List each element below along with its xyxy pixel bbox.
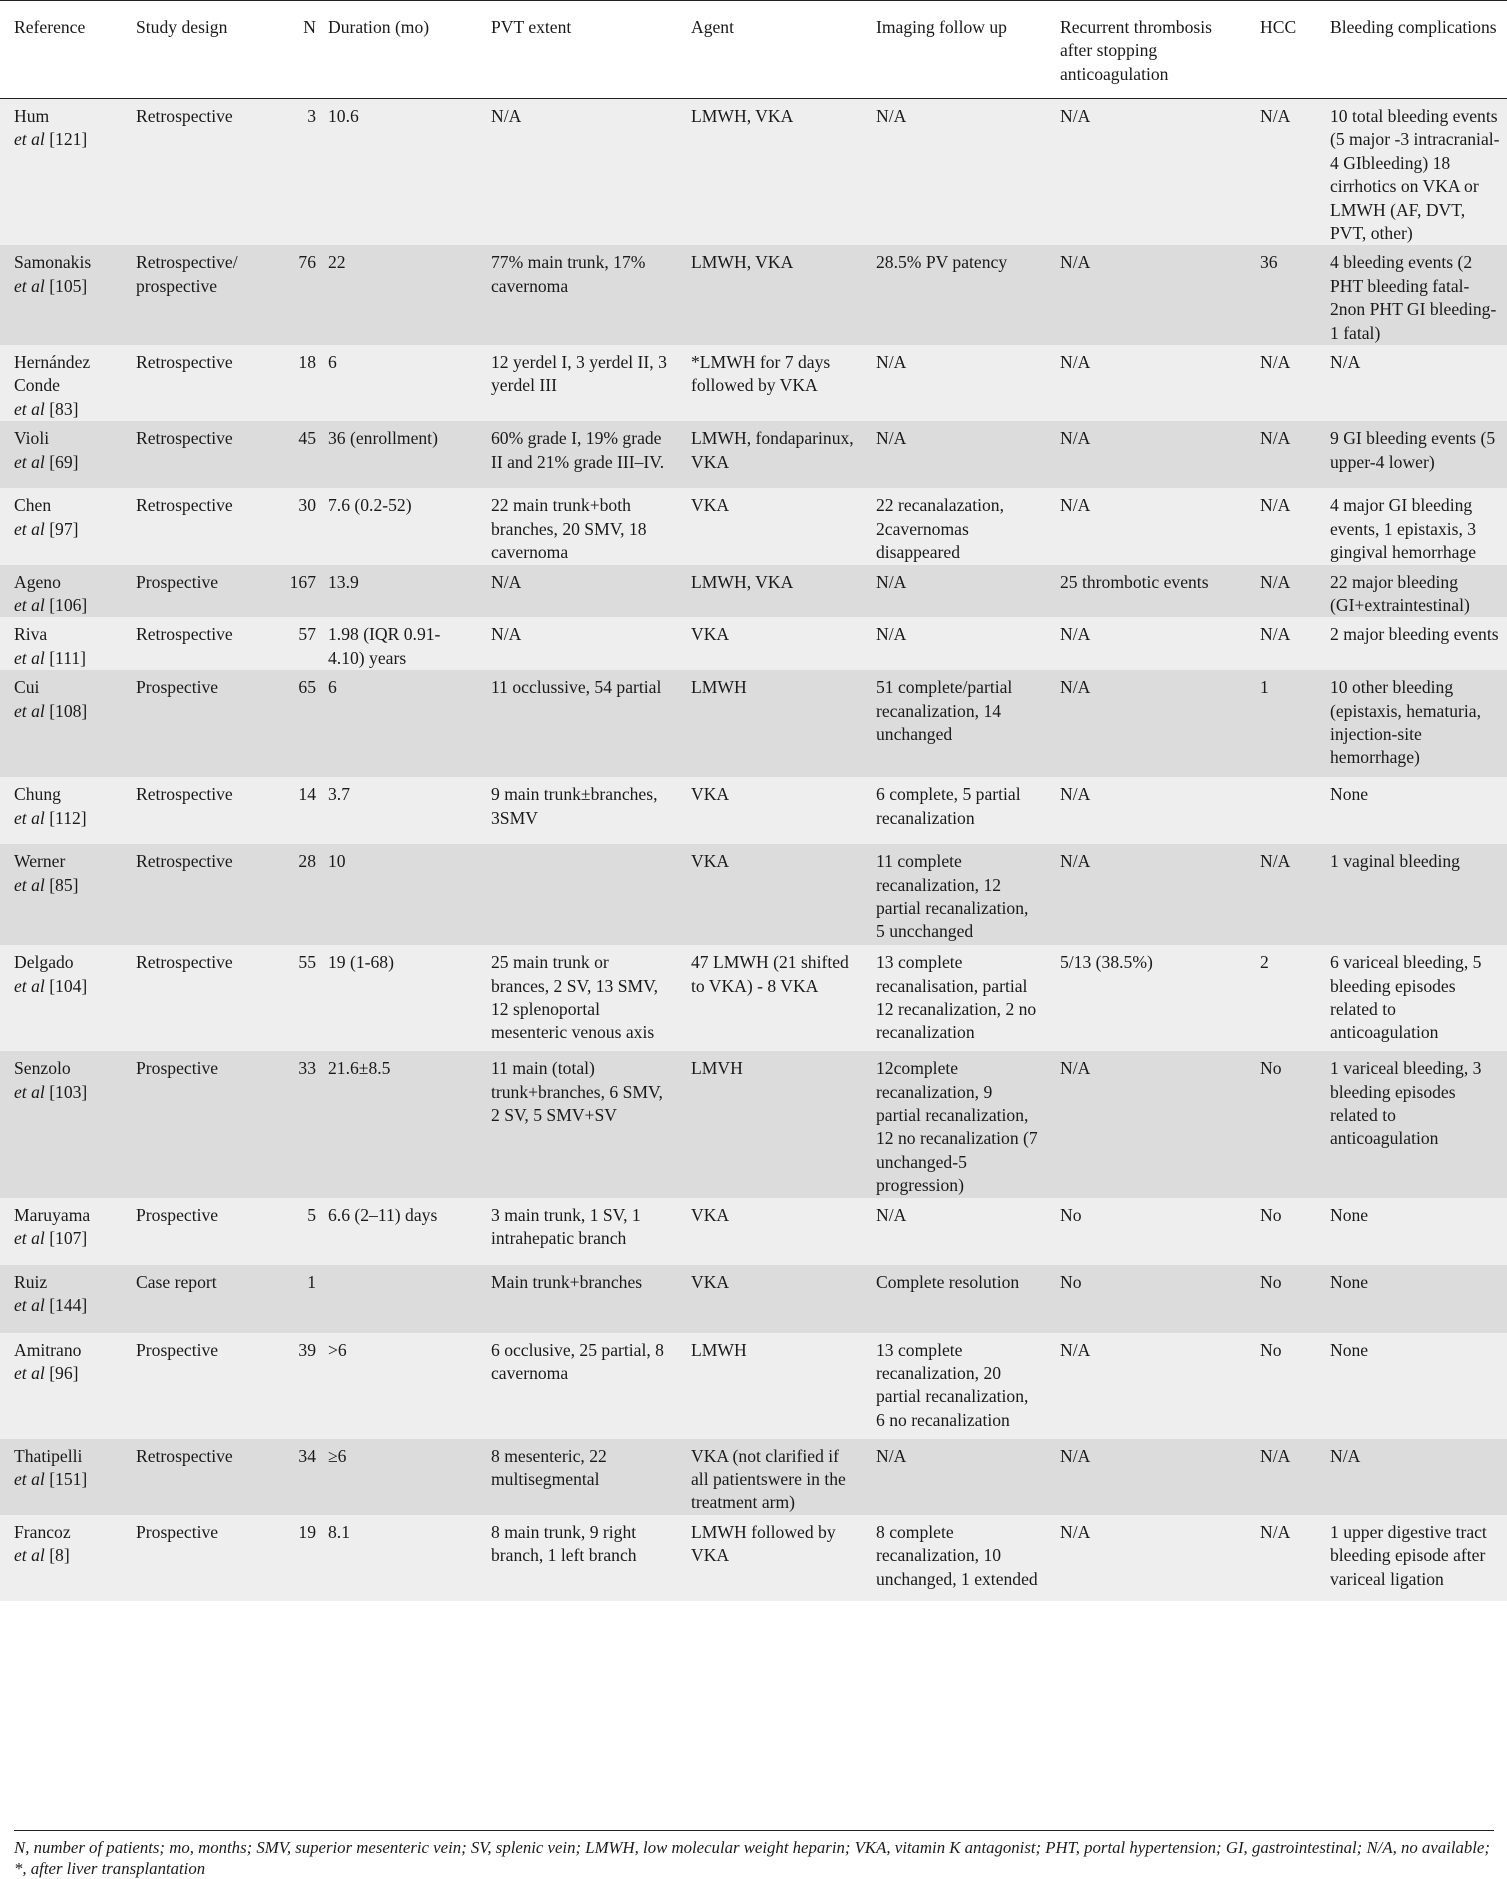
cell-pvt-extent: N/A xyxy=(477,617,677,670)
cell-recurrent: N/A xyxy=(1046,670,1246,777)
cell-duration: 7.6 (0.2-52) xyxy=(324,488,477,564)
cell-study-design: Retrospective/ prospective xyxy=(122,245,284,345)
cell-agent: LMWH, fondaparinux, VKA xyxy=(677,421,862,488)
table-row xyxy=(0,99,1507,246)
reference-etal: et al xyxy=(14,807,45,828)
cell-recurrent: N/A xyxy=(1046,1515,1246,1601)
cell-duration: 22 xyxy=(324,245,477,345)
cell-n: 65 xyxy=(284,670,324,777)
cell-agent: 47 LMWH (21 shifted to VKA) - 8 VKA xyxy=(677,945,862,1051)
cell-pvt-extent: 77% main trunk, 17% cavernoma xyxy=(477,245,677,345)
table-row xyxy=(0,844,1507,945)
reference-author: Chen xyxy=(14,495,52,516)
cell-imaging: 6 complete, 5 partial recanalization xyxy=(862,777,1046,844)
cell-bleeding: 1 vaginal bleeding xyxy=(1316,844,1507,945)
cell-reference xyxy=(0,1051,122,1197)
reference-etal: et al xyxy=(14,275,45,296)
cell-n: 55 xyxy=(284,945,324,1051)
cell-agent: LMWH xyxy=(677,670,862,777)
cell-imaging: 11 complete recanalization, 12 partial recanalization, 5 uncchanged xyxy=(862,844,1046,945)
cell-recurrent: N/A xyxy=(1046,1439,1246,1515)
cell-bleeding: None xyxy=(1316,777,1507,844)
cell-pvt-extent: 11 occlussive, 54 partial xyxy=(477,670,677,777)
cell-n: 30 xyxy=(284,488,324,564)
reference-etal: et al xyxy=(14,975,45,996)
cell-n: 34 xyxy=(284,1439,324,1515)
cell-imaging: N/A xyxy=(862,565,1046,618)
cell-hcc: 1 xyxy=(1246,670,1316,777)
cell-imaging: N/A xyxy=(862,617,1046,670)
reference-author: Amitrano xyxy=(14,1339,82,1360)
cell-study-design: Retrospective xyxy=(122,844,284,945)
cell-bleeding: 22 major bleeding (GI+extraintestinal) xyxy=(1316,565,1507,618)
reference-etal: et al xyxy=(14,1362,45,1383)
cell-duration: 8.1 xyxy=(324,1515,477,1601)
cell-reference xyxy=(0,617,122,670)
reference-etal: et al xyxy=(14,1081,45,1102)
cell-bleeding: N/A xyxy=(1316,345,1507,421)
table-row xyxy=(0,565,1507,618)
cell-reference xyxy=(0,945,122,1051)
cell-hcc: 2 xyxy=(1246,945,1316,1051)
cell-hcc: N/A xyxy=(1246,844,1316,945)
header-agent: Agent xyxy=(677,1,862,99)
cell-n: 33 xyxy=(284,1051,324,1197)
cell-bleeding: None xyxy=(1316,1198,1507,1265)
table-row xyxy=(0,1333,1507,1439)
cell-pvt-extent: 6 occlusive, 25 partial, 8 cavernoma xyxy=(477,1333,677,1439)
cell-duration: 21.6±8.5 xyxy=(324,1051,477,1197)
reference-author: Ageno xyxy=(14,571,61,592)
cell-pvt-extent: 12 yerdel I, 3 yerdel II, 3 yerdel III xyxy=(477,345,677,421)
cell-recurrent: N/A xyxy=(1046,844,1246,945)
cell-recurrent: N/A xyxy=(1046,99,1246,246)
cell-recurrent: N/A xyxy=(1046,345,1246,421)
cell-agent: VKA xyxy=(677,1198,862,1265)
cell-duration: 36 (enrollment) xyxy=(324,421,477,488)
cell-recurrent: 5/13 (38.5%) xyxy=(1046,945,1246,1051)
cell-imaging: 8 complete recanalization, 10 unchanged, 1 extended xyxy=(862,1515,1046,1601)
reference-number: [106] xyxy=(49,594,88,615)
cell-bleeding: 4 bleeding events (2 PHT bleeding fatal- 2non PHT GI bleeding- 1 fatal) xyxy=(1316,245,1507,345)
cell-n: 76 xyxy=(284,245,324,345)
cell-pvt-extent xyxy=(477,844,677,945)
cell-study-design: Retrospective xyxy=(122,488,284,564)
reference-author: Violi xyxy=(14,428,50,449)
cell-n: 57 xyxy=(284,617,324,670)
cell-agent: VKA xyxy=(677,844,862,945)
reference-author: Riva xyxy=(14,624,48,645)
cell-bleeding: None xyxy=(1316,1333,1507,1439)
table-row xyxy=(0,945,1507,1051)
cell-reference xyxy=(0,777,122,844)
cell-reference xyxy=(0,844,122,945)
cell-pvt-extent: 3 main trunk, 1 SV, 1 intrahepatic branch xyxy=(477,1198,677,1265)
cell-recurrent: No xyxy=(1046,1198,1246,1265)
cell-hcc: N/A xyxy=(1246,488,1316,564)
cell-bleeding: N/A xyxy=(1316,1439,1507,1515)
reference-etal: et al xyxy=(14,874,45,895)
header-duration: Duration (mo) xyxy=(324,1,477,99)
cell-agent: VKA (not clarified if all patientswere in the treatment arm) xyxy=(677,1439,862,1515)
cell-duration: 6.6 (2–11) days xyxy=(324,1198,477,1265)
cell-study-design: Prospective xyxy=(122,1515,284,1601)
cell-duration xyxy=(324,1265,477,1333)
cell-recurrent: N/A xyxy=(1046,421,1246,488)
cell-agent: LMWH followed by VKA xyxy=(677,1515,862,1601)
cell-agent: LMWH, VKA xyxy=(677,245,862,345)
cell-duration: 6 xyxy=(324,345,477,421)
reference-author: Thatipelli xyxy=(14,1445,83,1466)
header-reference: Reference xyxy=(0,1,122,99)
cell-study-design: Prospective xyxy=(122,1198,284,1265)
cell-reference xyxy=(0,1333,122,1439)
cell-hcc: No xyxy=(1246,1265,1316,1333)
cell-imaging: 13 complete recanalization, 20 partial recanalization, 6 no recanalization xyxy=(862,1333,1046,1439)
cell-hcc: N/A xyxy=(1246,99,1316,246)
cell-n: 18 xyxy=(284,345,324,421)
cell-duration: 10 xyxy=(324,844,477,945)
cell-hcc: N/A xyxy=(1246,617,1316,670)
cell-n: 1 xyxy=(284,1265,324,1333)
reference-etal: et al xyxy=(14,647,45,668)
reference-number: [112] xyxy=(49,807,87,828)
reference-number: [69] xyxy=(49,451,79,472)
table-row xyxy=(0,488,1507,564)
cell-pvt-extent: 8 main trunk, 9 right branch, 1 left branch xyxy=(477,1515,677,1601)
reference-author: Cui xyxy=(14,677,40,698)
table-row xyxy=(0,345,1507,421)
cell-n: 28 xyxy=(284,844,324,945)
cell-study-design: Prospective xyxy=(122,670,284,777)
table-row xyxy=(0,421,1507,488)
cell-recurrent: N/A xyxy=(1046,777,1246,844)
table-row xyxy=(0,1198,1507,1265)
reference-etal: et al xyxy=(14,700,45,721)
cell-duration: 3.7 xyxy=(324,777,477,844)
reference-author: Ruiz xyxy=(14,1271,48,1292)
cell-bleeding: None xyxy=(1316,1265,1507,1333)
table-row xyxy=(0,1515,1507,1601)
cell-n: 167 xyxy=(284,565,324,618)
cell-pvt-extent: N/A xyxy=(477,99,677,246)
header-hcc: HCC xyxy=(1246,1,1316,99)
cell-hcc: No xyxy=(1246,1051,1316,1197)
cell-imaging: 22 recanalazation, 2cavernomas disappeared xyxy=(862,488,1046,564)
cell-study-design: Retrospective xyxy=(122,1439,284,1515)
cell-hcc xyxy=(1246,777,1316,844)
cell-n: 14 xyxy=(284,777,324,844)
cell-recurrent: No xyxy=(1046,1265,1246,1333)
header-study-design: Study design xyxy=(122,1,284,99)
cell-imaging: N/A xyxy=(862,421,1046,488)
cell-pvt-extent: 25 main trunk or brances, 2 SV, 13 SMV, 12 splenoportal mesenteric venous axis xyxy=(477,945,677,1051)
cell-imaging: Complete resolution xyxy=(862,1265,1046,1333)
cell-bleeding: 2 major bleeding events xyxy=(1316,617,1507,670)
cell-study-design: Case report xyxy=(122,1265,284,1333)
cell-reference xyxy=(0,1265,122,1333)
table-row xyxy=(0,1051,1507,1197)
cell-study-design: Retrospective xyxy=(122,99,284,246)
cell-reference xyxy=(0,99,122,246)
cell-study-design: Retrospective xyxy=(122,421,284,488)
cell-bleeding: 4 major GI bleeding events, 1 epistaxis, 3 gingival hemorrhage xyxy=(1316,488,1507,564)
cell-duration: 6 xyxy=(324,670,477,777)
reference-etal: et al xyxy=(14,1294,45,1315)
table-row xyxy=(0,617,1507,670)
cell-reference xyxy=(0,345,122,421)
reference-etal: et al xyxy=(14,1227,45,1248)
cell-duration: >6 xyxy=(324,1333,477,1439)
cell-bleeding: 9 GI bleeding events (5 upper-4 lower) xyxy=(1316,421,1507,488)
cell-bleeding: 10 other bleeding (epistaxis, hematuria, injection-site hemorrhage) xyxy=(1316,670,1507,777)
cell-imaging: 13 complete recanalisation, partial 12 recanalization, 2 no recanalization xyxy=(862,945,1046,1051)
reference-author: Werner xyxy=(14,851,66,872)
cell-hcc: N/A xyxy=(1246,565,1316,618)
cell-pvt-extent: 8 mesenteric, 22 multisegmental xyxy=(477,1439,677,1515)
reference-author: Hum xyxy=(14,106,50,126)
cell-pvt-extent: 11 main (total) trunk+branches, 6 SMV, 2 SV, 5 SMV+SV xyxy=(477,1051,677,1197)
reference-number: [104] xyxy=(49,975,88,996)
cell-hcc: No xyxy=(1246,1333,1316,1439)
reference-etal: et al xyxy=(14,1468,45,1489)
cell-duration: 10.6 xyxy=(324,99,477,246)
table-row xyxy=(0,670,1507,777)
cell-duration: 19 (1-68) xyxy=(324,945,477,1051)
reference-number: [83] xyxy=(49,398,79,419)
cell-bleeding: 1 variceal bleeding, 3 bleeding episodes related to anticoagulation xyxy=(1316,1051,1507,1197)
table-row xyxy=(0,1439,1507,1515)
reference-etal: et al xyxy=(14,518,45,539)
cell-pvt-extent: N/A xyxy=(477,565,677,618)
cell-imaging: 51 complete/partial recanalization, 14 unchanged xyxy=(862,670,1046,777)
cell-agent: VKA xyxy=(677,617,862,670)
cell-hcc: No xyxy=(1246,1198,1316,1265)
reference-number: [96] xyxy=(49,1362,79,1383)
reference-number: [151] xyxy=(49,1468,88,1489)
reference-author: Maruyama xyxy=(14,1204,91,1225)
cell-agent: *LMWH for 7 days followed by VKA xyxy=(677,345,862,421)
cell-hcc: N/A xyxy=(1246,421,1316,488)
cell-imaging: 12complete recanalization, 9 partial recanalization, 12 no recanalization (7 unchanged-5 progression) xyxy=(862,1051,1046,1197)
header-row xyxy=(0,1,1507,99)
cell-study-design: Retrospective xyxy=(122,345,284,421)
header-recurrent: Recurrent thrombosis after stopping anticoagulation xyxy=(1046,1,1246,99)
cell-pvt-extent: 9 main trunk±branches, 3SMV xyxy=(477,777,677,844)
cell-hcc: N/A xyxy=(1246,1439,1316,1515)
cell-recurrent: N/A xyxy=(1046,1333,1246,1439)
cell-hcc: 36 xyxy=(1246,245,1316,345)
cell-agent: VKA xyxy=(677,1265,862,1333)
cell-study-design: Prospective xyxy=(122,1333,284,1439)
cell-imaging: N/A xyxy=(862,1198,1046,1265)
reference-etal: et al xyxy=(14,594,45,615)
cell-reference xyxy=(0,1439,122,1515)
reference-number: [111] xyxy=(49,647,86,668)
footnote: N, number of patients; mo, months; SMV, superior mesenteric vein; SV, splenic vein; LMWH, low molecular weight heparin; VKA, vitamin K antagonist; PHT, portal hypertension; GI, gastrointestinal; N/A, no available; *, after liver transplantation xyxy=(14,1830,1494,1879)
table-body xyxy=(0,99,1507,1601)
cell-study-design: Prospective xyxy=(122,1051,284,1197)
reference-author: Francoz xyxy=(14,1521,71,1542)
cell-n: 39 xyxy=(284,1333,324,1439)
reference-author: Samonakis xyxy=(14,252,92,273)
cell-bleeding: 6 variceal bleeding, 5 bleeding episodes related to anticoagulation xyxy=(1316,945,1507,1051)
cell-duration: 1.98 (IQR 0.91-4.10) years xyxy=(324,617,477,670)
cell-bleeding: 10 total bleeding events (5 major -3 intracranial-4 GIbleeding) 18 cirrhotics on VKA or LMWH (AF, DVT, PVT, other) xyxy=(1316,99,1507,246)
cell-n: 5 xyxy=(284,1198,324,1265)
cell-reference xyxy=(0,670,122,777)
cell-n: 19 xyxy=(284,1515,324,1601)
table-row xyxy=(0,245,1507,345)
header-imaging: Imaging follow up xyxy=(862,1,1046,99)
cell-imaging: N/A xyxy=(862,99,1046,246)
cell-bleeding: 1 upper digestive tract bleeding episode after variceal ligation xyxy=(1316,1515,1507,1601)
cell-reference xyxy=(0,488,122,564)
reference-number: [103] xyxy=(49,1081,88,1102)
cell-duration: ≥6 xyxy=(324,1439,477,1515)
header-bleeding: Bleeding complications xyxy=(1316,1,1507,99)
cell-pvt-extent: Main trunk+branches xyxy=(477,1265,677,1333)
reference-author: Chung xyxy=(14,784,61,805)
cell-n: 45 xyxy=(284,421,324,488)
header-pvt-extent: PVT extent xyxy=(477,1,677,99)
reference-author: Senzolo xyxy=(14,1058,71,1079)
cell-duration: 13.9 xyxy=(324,565,477,618)
cell-imaging: 28.5% PV patency xyxy=(862,245,1046,345)
cell-hcc: N/A xyxy=(1246,345,1316,421)
cell-hcc: N/A xyxy=(1246,1515,1316,1601)
reference-number: [121] xyxy=(49,129,88,150)
cell-agent: VKA xyxy=(677,488,862,564)
cell-study-design: Retrospective xyxy=(122,945,284,1051)
reference-etal: et al xyxy=(14,1545,45,1566)
cell-n: 3 xyxy=(284,99,324,246)
cell-reference xyxy=(0,245,122,345)
reference-number: [85] xyxy=(49,874,79,895)
reference-number: [105] xyxy=(49,275,88,296)
cell-recurrent: N/A xyxy=(1046,1051,1246,1197)
header-n: N xyxy=(284,1,324,99)
cell-recurrent: N/A xyxy=(1046,245,1246,345)
cell-agent: LMWH, VKA xyxy=(677,99,862,246)
reference-author: Delgado xyxy=(14,952,74,973)
reference-author: Hernández Conde xyxy=(14,352,91,396)
reference-number: [144] xyxy=(49,1294,88,1315)
cell-agent: LMWH, VKA xyxy=(677,565,862,618)
reference-etal: et al xyxy=(14,451,45,472)
cell-recurrent: 25 thrombotic events xyxy=(1046,565,1246,618)
reference-number: [97] xyxy=(49,518,79,539)
reference-number: [107] xyxy=(49,1227,88,1248)
cell-study-design: Retrospective xyxy=(122,617,284,670)
cell-agent: VKA xyxy=(677,777,862,844)
cell-pvt-extent: 22 main trunk+both branches, 20 SMV, 18 cavernoma xyxy=(477,488,677,564)
table-row xyxy=(0,1265,1507,1333)
cell-study-design: Prospective xyxy=(122,565,284,618)
cell-reference xyxy=(0,565,122,618)
reference-etal: et al xyxy=(14,129,45,150)
cell-reference xyxy=(0,421,122,488)
cell-recurrent: N/A xyxy=(1046,617,1246,670)
table-row xyxy=(0,777,1507,844)
cell-pvt-extent: 60% grade I, 19% grade II and 21% grade III–IV. xyxy=(477,421,677,488)
cell-imaging: N/A xyxy=(862,1439,1046,1515)
reference-number: [108] xyxy=(49,700,88,721)
cell-reference xyxy=(0,1515,122,1601)
cell-recurrent: N/A xyxy=(1046,488,1246,564)
reference-etal: et al xyxy=(14,398,45,419)
cell-study-design: Retrospective xyxy=(122,777,284,844)
reference-number: [8] xyxy=(49,1545,70,1566)
cell-agent: LMVH xyxy=(677,1051,862,1197)
cell-agent: LMWH xyxy=(677,1333,862,1439)
cell-reference xyxy=(0,1198,122,1265)
cell-imaging: N/A xyxy=(862,345,1046,421)
